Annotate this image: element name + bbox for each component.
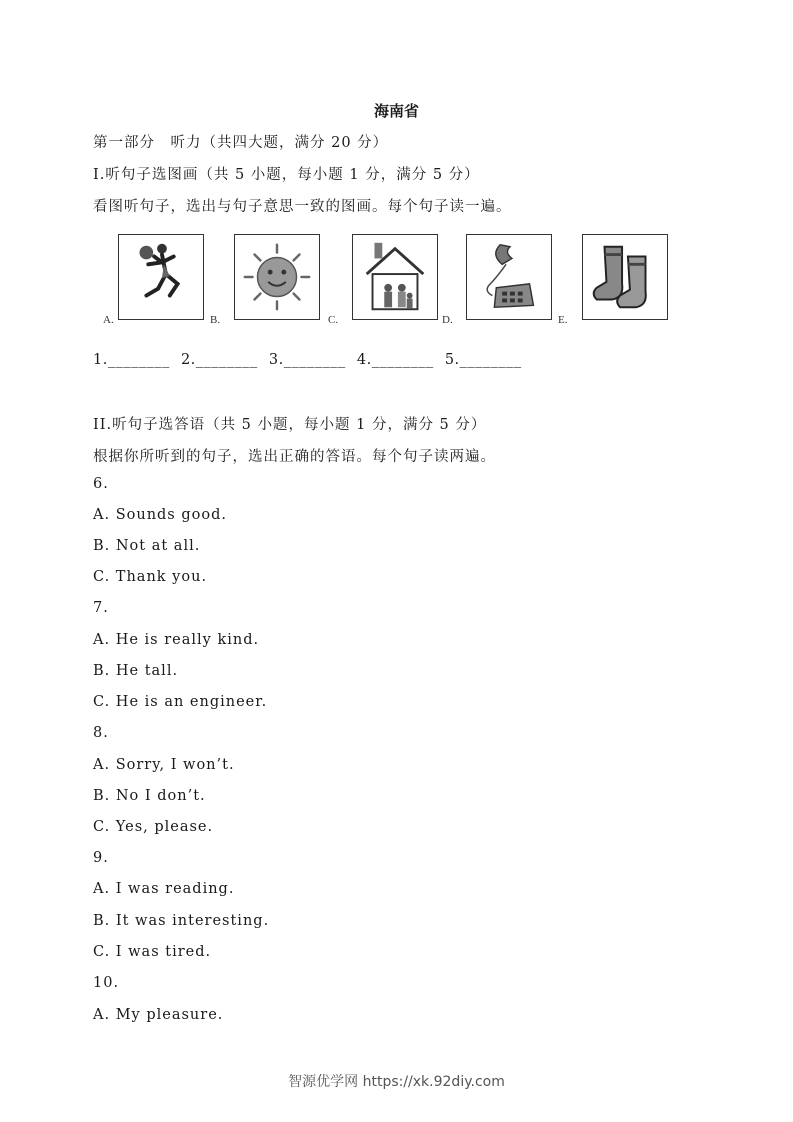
- answer-blanks: [93, 352, 528, 368]
- picture-label-e: E.: [558, 314, 568, 326]
- answer-option[interactable]: B. Not at all.: [93, 538, 201, 554]
- answer-option[interactable]: A. I was reading.: [93, 881, 235, 897]
- picture-label-c: C.: [328, 314, 339, 326]
- footer-watermark: 智源优学网 https://xk.92diy.com: [288, 1074, 505, 1090]
- picture-options: [100, 232, 680, 332]
- answer-option[interactable]: C. Thank you.: [93, 569, 208, 585]
- answer-option[interactable]: A. Sounds good.: [93, 507, 227, 523]
- family-house-icon: [352, 234, 438, 320]
- section1-title: I.听句子选图画（共 5 小题，每小题 1 分，满分 5 分）: [93, 167, 480, 183]
- question-number: 7.: [93, 600, 109, 616]
- answer-blank-5[interactable]: 5.________: [444, 352, 522, 368]
- answer-option[interactable]: B. It was interesting.: [93, 913, 270, 929]
- answer-blank-2[interactable]: 2.________: [180, 352, 258, 368]
- part-heading: 第一部分 听力（共四大题，满分 20 分）: [93, 135, 389, 151]
- picture-label-b: B.: [210, 314, 221, 326]
- telephone-icon: [466, 234, 552, 320]
- socks-icon: [582, 234, 668, 320]
- answer-blank-4[interactable]: 4.________: [356, 352, 434, 368]
- smiling-sun-icon: [234, 234, 320, 320]
- section1-instruction: 看图听句子，选出与句子意思一致的图画。每个句子读一遍。: [93, 199, 512, 215]
- picture-label-a: A.: [103, 314, 114, 326]
- answer-option[interactable]: B. He tall.: [93, 663, 179, 679]
- section2-instruction: 根据你所听到的句子，选出正确的答语。每个句子读两遍。: [93, 449, 496, 465]
- question-number: 6.: [93, 476, 109, 492]
- answer-option[interactable]: B. No I don’t.: [93, 788, 206, 804]
- page-title: 海南省: [373, 102, 419, 120]
- answer-option[interactable]: C. Yes, please.: [93, 819, 214, 835]
- question-number: 8.: [93, 725, 109, 741]
- answer-option[interactable]: A. My pleasure.: [93, 1007, 224, 1023]
- answer-option[interactable]: A. Sorry, I won’t.: [93, 757, 235, 773]
- answer-blank-3[interactable]: 3.________: [268, 352, 346, 368]
- basketball-player-icon: [118, 234, 204, 320]
- question-number: 9.: [93, 850, 109, 866]
- picture-label-d: D.: [442, 314, 453, 326]
- answer-option[interactable]: C. He is an engineer.: [93, 694, 268, 710]
- answer-option[interactable]: C. I was tired.: [93, 944, 212, 960]
- answer-option[interactable]: A. He is really kind.: [93, 632, 260, 648]
- answer-blank-1[interactable]: 1.________: [93, 352, 170, 368]
- question-number: 10.: [93, 975, 120, 991]
- section2-title: II.听句子选答语（共 5 小题，每小题 1 分，满分 5 分）: [93, 417, 487, 433]
